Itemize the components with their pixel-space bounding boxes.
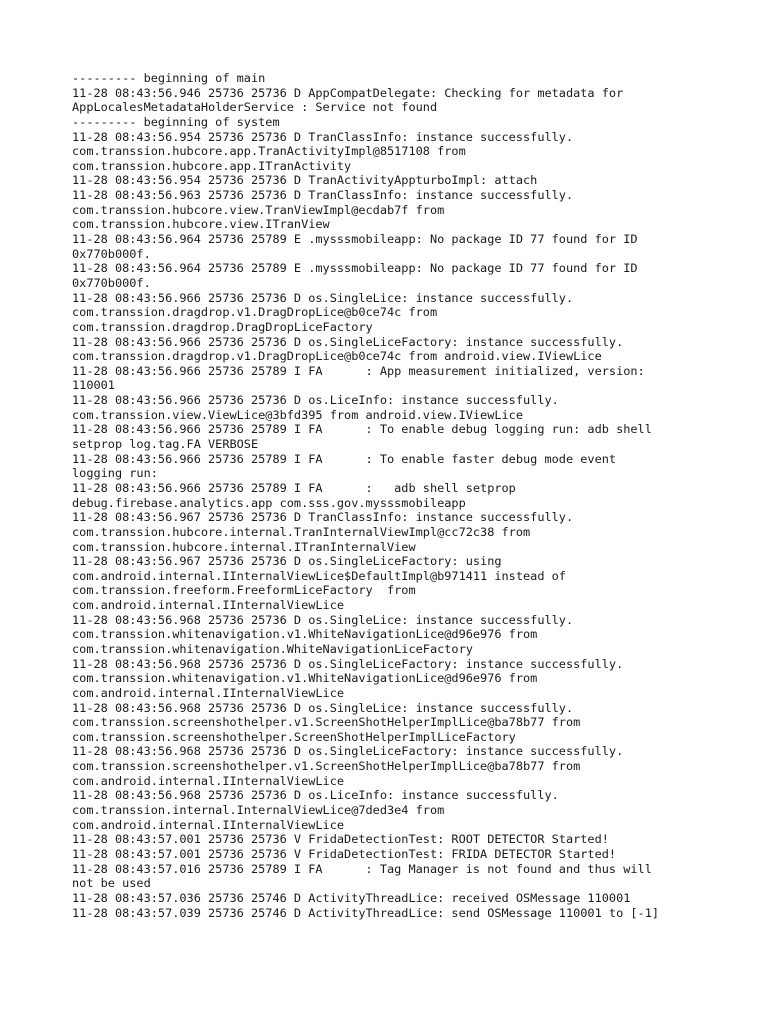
log-line: 11-28 08:43:56.966 25736 25789 I FA : To enable debug logging run: adb shell (72, 422, 652, 437)
log-line: 11-28 08:43:57.036 25736 25746 D ActivityThreadLice: received OSMessage 110001 (72, 890, 631, 905)
log-line: 11-28 08:43:57.001 25736 25736 V FridaDetectionTest: FRIDA DETECTOR Started! (72, 846, 617, 861)
log-line: 0x770b000f. (72, 246, 151, 261)
log-line: com.transsion.whitenavigation.WhiteNavigationLiceFactory (72, 641, 473, 656)
log-line: com.transsion.screenshothelper.v1.ScreenShotHelperImplLice@ba78b77 from (72, 715, 581, 730)
log-line: 0x770b000f. (72, 275, 151, 290)
log-line: com.android.internal.IInternalViewLice (72, 598, 345, 613)
log-line: com.transsion.dragdrop.DragDropLiceFactory (72, 319, 373, 334)
log-line: 11-28 08:43:56.966 25736 25789 I FA : adb shell setprop (72, 480, 516, 495)
log-line: com.transsion.dragdrop.v1.DragDropLice@b0ce74c from android.view.IViewLice (72, 349, 602, 364)
log-line: --------- beginning of system (72, 114, 280, 129)
log-line: com.transsion.hubcore.internal.ITranInternalView (72, 539, 416, 554)
log-line: com.transsion.screenshothelper.ScreenShotHelperImplLiceFactory (72, 729, 516, 744)
log-line: 11-28 08:43:56.967 25736 25736 D os.SingleLiceFactory: using (72, 554, 502, 569)
log-line: com.transsion.view.ViewLice@3bfd395 from android.view.IViewLice (72, 407, 524, 422)
log-line: com.transsion.hubcore.view.ITranView (72, 217, 330, 232)
log-line: 11-28 08:43:56.968 25736 25736 D os.LiceInfo: instance successfully. (72, 788, 559, 803)
log-line: 11-28 08:43:56.966 25736 25736 D os.SingleLiceFactory: instance successfully. (72, 334, 624, 349)
log-line: setprop log.tag.FA VERBOSE (72, 437, 259, 452)
log-line: debug.firebase.analytics.app com.sss.gov.mysssmobileapp (72, 495, 466, 510)
log-line: logging run: (72, 466, 158, 481)
log-line: 11-28 08:43:56.968 25736 25736 D os.SingleLice: instance successfully. (72, 612, 574, 627)
log-line: AppLocalesMetadataHolderService : Service not found (72, 100, 438, 115)
log-line: com.android.internal.IInternalViewLice (72, 685, 345, 700)
log-line: 11-28 08:43:56.968 25736 25736 D os.SingleLiceFactory: instance successfully. (72, 744, 624, 759)
log-line: com.transsion.hubcore.view.TranViewImpl@ecdab7f from (72, 202, 445, 217)
log-line: 11-28 08:43:56.954 25736 25736 D TranClassInfo: instance successfully. (72, 129, 574, 144)
log-line: com.transsion.hubcore.app.TranActivityImpl@8517108 from (72, 144, 466, 159)
log-line: 11-28 08:43:56.963 25736 25736 D TranClassInfo: instance successfully. (72, 188, 574, 203)
log-line: com.transsion.internal.InternalViewLice@7ded3e4 from (72, 803, 445, 818)
log-line: 11-28 08:43:56.968 25736 25736 D os.SingleLiceFactory: instance successfully. (72, 656, 624, 671)
log-line: 11-28 08:43:56.954 25736 25736 D TranActivityAppturboImpl: attach (72, 173, 538, 188)
log-line: 11-28 08:43:57.001 25736 25736 V FridaDetectionTest: ROOT DETECTOR Started! (72, 832, 609, 847)
log-line: 11-28 08:43:56.966 25736 25789 I FA : To enable faster debug mode event (72, 451, 617, 466)
log-line: com.android.internal.IInternalViewLice (72, 817, 345, 832)
log-line: com.transsion.screenshothelper.v1.ScreenShotHelperImplLice@ba78b77 from (72, 759, 581, 774)
log-line: 11-28 08:43:57.039 25736 25746 D ActivityThreadLice: send OSMessage 110001 to [-1] (72, 905, 660, 920)
log-line: 11-28 08:43:56.966 25736 25736 D os.SingleLice: instance successfully. (72, 290, 574, 305)
log-line: com.transsion.hubcore.app.ITranActivity (72, 158, 352, 173)
log-line: 11-28 08:43:56.946 25736 25736 D AppCompatDelegate: Checking for metadata for (72, 85, 624, 100)
log-line: 11-28 08:43:56.964 25736 25789 E .mysssmobileapp: No package ID 77 found for ID (72, 261, 638, 276)
log-line: 11-28 08:43:56.966 25736 25789 I FA : App measurement initialized, version: (72, 363, 645, 378)
log-line: com.transsion.dragdrop.v1.DragDropLice@b0ce74c from (72, 305, 438, 320)
log-line: 11-28 08:43:56.966 25736 25736 D os.LiceInfo: instance successfully. (72, 393, 559, 408)
log-line: 110001 (72, 378, 115, 393)
log-line: com.transsion.freeform.FreeformLiceFactory from (72, 583, 416, 598)
log-line: 11-28 08:43:56.967 25736 25736 D TranClassInfo: instance successfully. (72, 510, 574, 525)
log-line: com.android.internal.IInternalViewLice$DefaultImpl@b971411 instead of (72, 568, 566, 583)
log-line: 11-28 08:43:56.968 25736 25736 D os.SingleLice: instance successfully. (72, 700, 574, 715)
log-line: 11-28 08:43:57.016 25736 25789 I FA : Tag Manager is not found and thus will (72, 861, 652, 876)
log-line: com.android.internal.IInternalViewLice (72, 773, 345, 788)
log-line: 11-28 08:43:56.964 25736 25789 E .mysssmobileapp: No package ID 77 found for ID (72, 232, 638, 247)
log-line: not be used (72, 876, 151, 891)
log-text-block (72, 71, 712, 920)
log-line: com.transsion.hubcore.internal.TranInternalViewImpl@cc72c38 from (72, 524, 531, 539)
log-line: com.transsion.whitenavigation.v1.WhiteNavigationLice@d96e976 from (72, 671, 538, 686)
log-line: com.transsion.whitenavigation.v1.WhiteNavigationLice@d96e976 from (72, 627, 538, 642)
log-line: --------- beginning of main (72, 71, 266, 85)
